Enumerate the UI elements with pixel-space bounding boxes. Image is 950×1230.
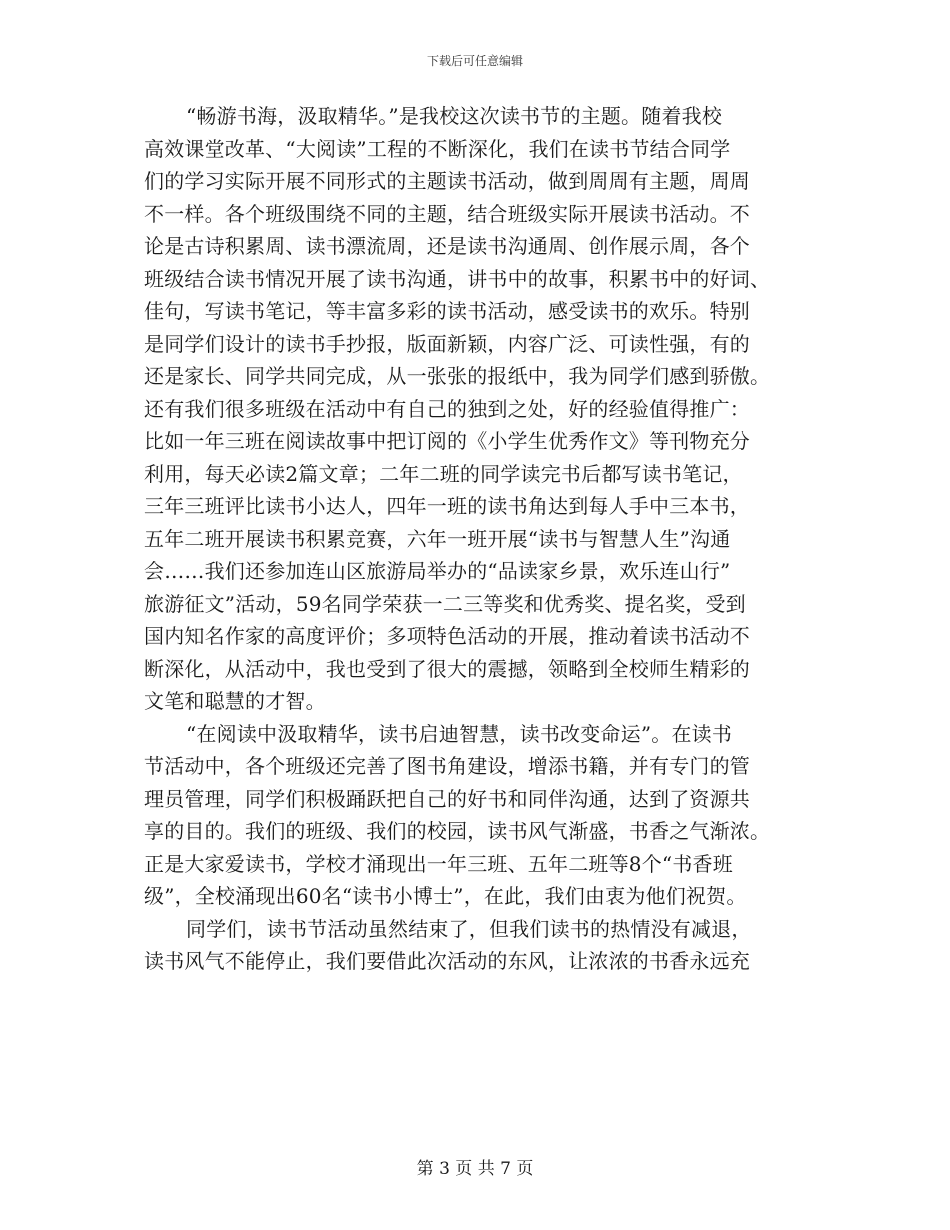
text-line: 理员管理，同学们积极踊跃把自己的好书和同伴沟通，达到了资源共 [144,786,750,811]
text-line: 三年三班评比读书小达人，四年一班的读书角达到每人手中三本书， [144,494,750,518]
text-line: 会……我们还参加连山区旅游局举办的“品读家乡景，欢乐连山行” [144,559,731,583]
text-line: “在阅读中汲取精华，读书启迪智慧，读书改变命运”。在读书 [186,721,733,746]
paragraph-1 [144,100,812,718]
text-line: 文笔和聪慧的才智。 [144,689,326,713]
page-header: 下载后可任意编辑 [426,54,523,68]
text-line: 不一样。各个班级围绕不同的主题，结合班级实际开展读书活动。不 [144,201,750,226]
text-line: 们的学习实际开展不同形式的主题读书活动，做到周周有主题，周周 [144,169,750,193]
text-line: 节活动中，各个班级还完善了图书角建设，增添书籍，并有专门的管 [144,754,750,778]
text-line: 还有我们很多班级在活动中有自己的独到之处，好的经验值得推广： [144,396,750,421]
text-line: 还是家长、同学共同完成，从一张张的报纸中，我为同学们感到骄傲。 [144,364,771,388]
text-line: 佳句，写读书笔记，等丰富多彩的读书活动，感受读书的欢乐。特别 [144,299,750,323]
text-line: 利用，每天必读2篇文章；二年二班的同学读完书后都写读书笔记， [144,461,743,486]
paragraph-3 [144,913,812,978]
text-line: 班级结合读书情况开展了读书沟通，讲书中的故事，积累书中的好词、 [144,266,771,291]
text-line: 读书风气不能停止，我们要借此次活动的东风，让浓浓的书香永远充 [144,949,750,973]
text-line: 享的目的。我们的班级、我们的校园，读书风气渐盛，书香之气渐浓。 [144,819,771,843]
text-line: 国内知名作家的高度评价；多项特色活动的开展，推动着读书活动不 [144,624,750,648]
text-line: 断深化，从活动中，我也受到了很大的震撼，领略到全校师生精彩的 [144,656,750,681]
text-line: 比如一年三班在阅读故事中把订阅的《小学生优秀作文》等刊物充分 [144,429,750,453]
text-line: 同学们，读书节活动虽然结束了，但我们读书的热情没有减退， [186,916,752,941]
text-line: 正是大家爱读书，学校才涌现出一年三班、五年二班等8个“书香班 [144,851,733,876]
page-number: 第 3 页 共 7 页 [416,1159,534,1179]
text-line: 旅游征文”活动，59名同学荣获一二三等奖和优秀奖、提名奖，受到 [144,591,746,616]
text-line: 高效课堂改革、“大阅读”工程的不断深化，我们在读书节结合同学 [144,136,731,161]
paragraph-2 [144,718,812,913]
text-line: 级”，全校涌现出60名“读书小博士”，在此，我们由衷为他们祝贺。 [144,884,747,908]
text-line: 论是古诗积累周、读书漂流周，还是读书沟通周、创作展示周，各个 [144,234,750,258]
text-line: 五年二班开展读书积累竞赛，六年一班开展“读书与智慧人生”沟通 [144,526,731,551]
text-line: “畅游书海，汲取精华。”是我校这次读书节的主题。随着我校 [186,104,723,128]
document-body [144,100,812,978]
text-line: 是同学们设计的读书手抄报，版面新颖，内容广泛、可读性强，有的 [144,331,750,356]
